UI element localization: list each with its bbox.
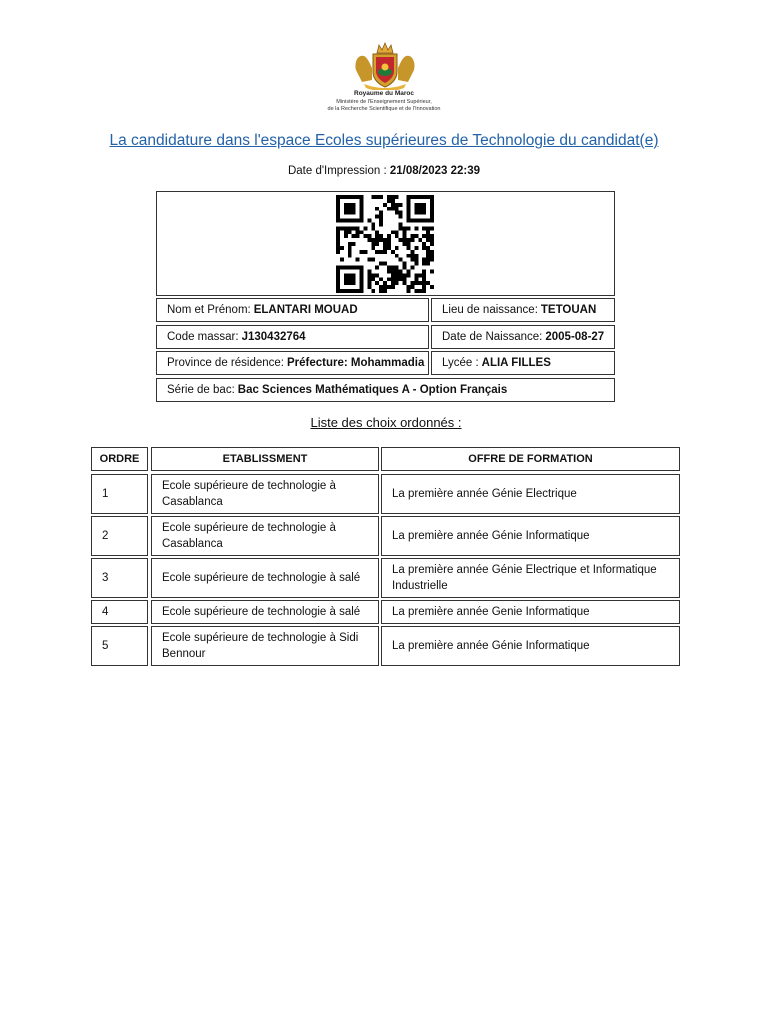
qr-code-panel [156,191,615,296]
header-offre: OFFRE DE FORMATION [381,447,680,471]
kingdom-name: Royaume du Maroc [354,90,414,97]
candidate-name [156,298,429,322]
header-etablissement: ETABLISSMENT [151,447,379,471]
candidate-name-label: Nom et Prénom: [167,304,251,316]
province-label: Province de résidence: [167,357,284,369]
row-4-ordre: 4 [91,600,148,624]
bac-serie-value: Bac Sciences Mathématiques A - Option Français [237,384,508,396]
birthplace-label: Lieu de naissance: [442,304,538,316]
qr-code-icon [335,195,435,293]
row-2-offre: La première année Génie Informatique [381,516,680,556]
row-3-ordre: 3 [91,558,148,598]
massar-code [156,325,429,349]
row-2-ordre: 2 [91,516,148,556]
row-1-offre: La première année Génie Electrique [381,474,680,514]
lycee-value: ALIA FILLES [481,357,551,369]
ministry-line-2: de la Recherche Scientifique et de l'Innovation [327,106,441,112]
massar-code-value: J130432764 [241,331,306,343]
row-5-ordre: 5 [91,626,148,666]
birthdate-label: Date de Naissance: [442,331,543,343]
print-date-value: 21/08/2023 22:39 [389,165,481,177]
row-5-etablissement: Ecole supérieure de technologie à Sidi Bennour [151,626,379,666]
royal-coat-of-arms-icon [350,40,420,90]
lycee-label: Lycée : [442,357,479,369]
page-title: La candidature dans l'espace Ecoles supérieures de Technologie du candidat(e) [109,132,659,149]
lycee [431,351,615,375]
ministry-line-1: Ministère de l'Enseignement Supérieur, [336,99,432,105]
bac-serie-label: Série de bac: [167,384,235,396]
row-5-offre: La première année Génie Informatique [381,626,680,666]
row-1-etablissement: Ecole supérieure de technologie à Casablanca [151,474,379,514]
row-4-etablissement: Ecole supérieure de technologie à salé [151,600,379,624]
candidate-name-value: ELANTARI MOUAD [253,304,358,316]
row-3-offre: La première année Génie Electrique et Informatique Industrielle [381,558,680,598]
row-4-offre: La première année Genie Informatique [381,600,680,624]
print-date-label: Date d'Impression : [287,165,387,177]
province-value: Préfecture: Mohammadia [286,357,425,369]
birthplace-value: TETOUAN [540,304,597,316]
birthdate [431,325,615,349]
bac-serie [156,378,615,402]
province [156,351,429,375]
row-1-ordre: 1 [91,474,148,514]
row-3-etablissement: Ecole supérieure de technologie à salé [151,558,379,598]
massar-code-label: Code massar: [167,331,239,343]
birthdate-value: 2005-08-27 [545,331,605,343]
print-date [0,165,768,177]
choices-title: Liste des choix ordonnés : [310,415,462,430]
header-ordre: ORDRE [91,447,148,471]
birthplace [431,298,615,322]
row-2-etablissement: Ecole supérieure de technologie à Casablanca [151,516,379,556]
